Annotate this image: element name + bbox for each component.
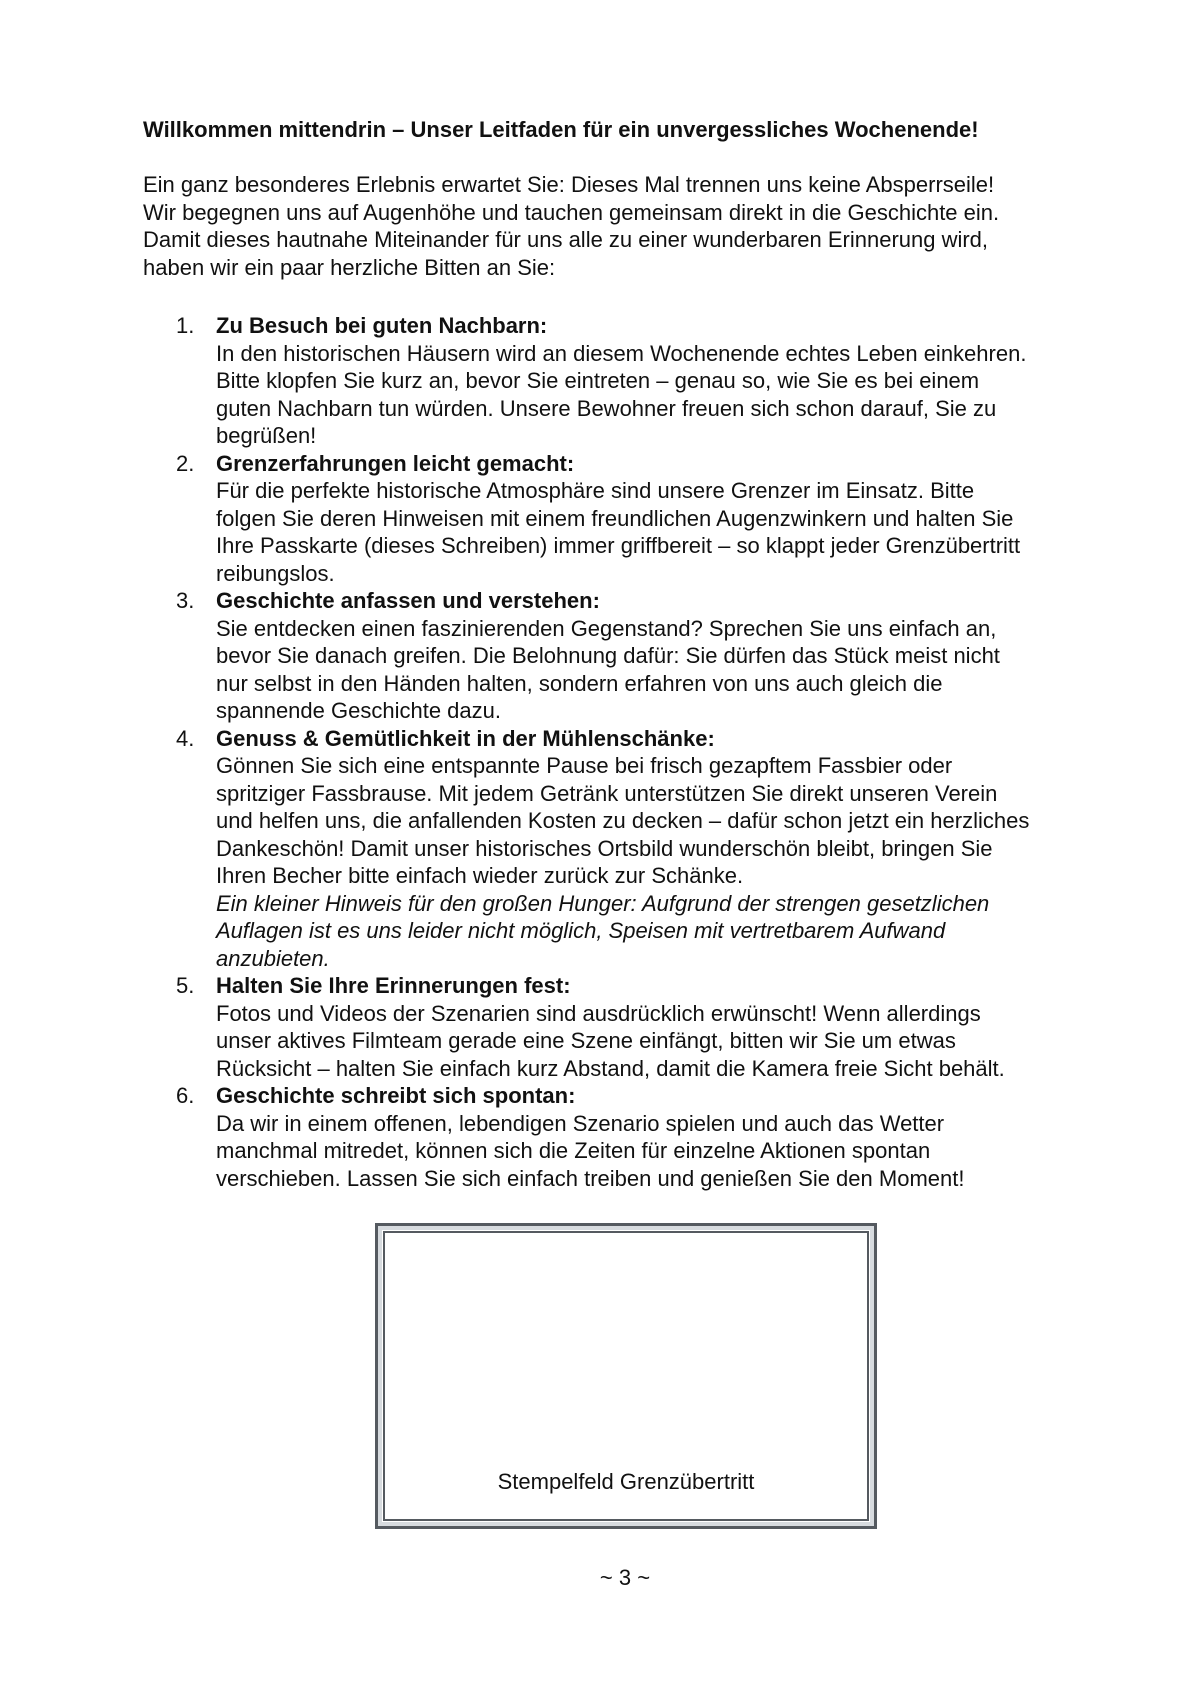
item-text-line: folgen Sie deren Hinweisen mit einem freundlichen Augenzwinkern und halten Sie [216, 505, 1014, 531]
item-text-line: reibungslos. [216, 560, 335, 586]
item-text-line: spannende Geschichte dazu. [216, 698, 501, 723]
guideline-item-4 [143, 725, 1143, 973]
item-number: 5. [176, 973, 195, 998]
item-text-line: unser aktives Filmteam gerade eine Szene einfängt, bitten wir Sie um etwas [216, 1028, 956, 1053]
intro-line: Ein ganz besonderes Erlebnis erwartet Sie: Dieses Mal trennen uns keine Absperrseile! [143, 172, 995, 197]
item-number: 4. [176, 725, 195, 751]
item-text-line: begrüßen! [216, 423, 317, 448]
item-number: 3. [176, 588, 195, 613]
item-text-line: Sie entdecken einen faszinierenden Gegenstand? Sprechen Sie uns einfach an, [216, 615, 997, 641]
item-number: 1. [176, 313, 195, 338]
item-text-line: Da wir in einem offenen, lebendigen Szenario spielen und auch das Wetter [216, 1110, 945, 1136]
item-text-line: Für die perfekte historische Atmosphäre sind unsere Grenzer im Einsatz. Bitte [216, 478, 975, 503]
item-text-line: guten Nachbarn tun würden. Unsere Bewohner freuen sich schon darauf, Sie zu [216, 395, 997, 421]
item-text-line: nur selbst in den Händen halten, sondern erfahren von uns auch gleich die [216, 670, 943, 696]
item-text-line: Ihre Passkarte (dieses Schreiben) immer griffbereit – so klappt jeder Grenzübertritt [216, 533, 1021, 558]
intro-line: Wir begegnen uns auf Augenhöhe und tauchen gemeinsam direkt in die Geschichte ein. [143, 199, 1000, 225]
item-text-line: spritziger Fassbrause. Mit jedem Getränk unterstützen Sie direkt unseren Verein [216, 780, 998, 806]
guideline-item-2 [143, 450, 1143, 588]
guideline-item-1 [143, 312, 1143, 450]
item-heading: Halten Sie Ihre Erinnerungen fest: [216, 973, 571, 998]
item-text-line: Ihren Becher bitte einfach wieder zurück zur Schänke. [216, 863, 744, 888]
intro-line: haben wir ein paar herzliche Bitten an Sie: [143, 254, 556, 280]
item-heading: Genuss & Gemütlichkeit in der Mühlenschänke: [216, 725, 715, 751]
intro-line: Damit dieses hautnahe Miteinander für uns alle zu einer wunderbaren Erinnerung wird, [143, 227, 989, 252]
item-heading: Grenzerfahrungen leicht gemacht: [216, 450, 575, 476]
item-text-line: Gönnen Sie sich eine entspannte Pause bei frisch gezapftem Fassbier oder [216, 753, 953, 778]
item-text-line: Fotos und Videos der Szenarien sind ausdrücklich erwünscht! Wenn allerdings [216, 1000, 981, 1026]
item-text-line: verschieben. Lassen Sie sich einfach treiben und genießen Sie den Moment! [216, 1165, 965, 1191]
item-text-line: bevor Sie danach greifen. Die Belohnung dafür: Sie dürfen das Stück meist nicht [216, 643, 1000, 668]
item-number: 6. [176, 1083, 195, 1108]
page-number: ~ 3 ~ [599, 1565, 651, 1590]
stamp-field-inner [383, 1231, 869, 1521]
item-heading: Geschichte schreibt sich spontan: [216, 1083, 576, 1108]
guideline-item-6 [143, 1082, 1143, 1192]
guideline-item-3 [143, 587, 1143, 725]
item-note-line: anzubieten. [216, 945, 330, 971]
item-note-line: Auflagen ist es uns leider nicht möglich, Speisen mit vertretbarem Aufwand [216, 918, 946, 943]
item-note-line: Ein kleiner Hinweis für den großen Hunger: Aufgrund der strengen gesetzlichen [216, 890, 990, 916]
item-number: 2. [176, 450, 195, 476]
item-text-line: Dankeschön! Damit unser historisches Ortsbild wunderschön bleibt, bringen Sie [216, 835, 993, 861]
item-heading: Zu Besuch bei guten Nachbarn: [216, 313, 548, 338]
item-text-line: Rücksicht – halten Sie einfach kurz Abstand, damit die Kamera freie Sicht behält. [216, 1055, 1005, 1081]
item-heading: Geschichte anfassen und verstehen: [216, 588, 600, 613]
stamp-field-box [375, 1223, 877, 1529]
guideline-list [143, 312, 1143, 1192]
page-title: Willkommen mittendrin – Unser Leitfaden für ein unvergessliches Wochenende! [143, 117, 979, 142]
intro-paragraph [143, 171, 1083, 281]
item-text-line: manchmal mitredet, können sich die Zeiten für einzelne Aktionen spontan [216, 1138, 931, 1163]
item-text-line: In den historischen Häusern wird an diesem Wochenende echtes Leben einkehren. [216, 340, 1027, 366]
guideline-item-5 [143, 972, 1143, 1082]
stamp-field-label: Stempelfeld Grenzübertritt [497, 1469, 755, 1494]
item-text-line: und helfen uns, die anfallenden Kosten zu decken – dafür schon jetzt ein herzliches [216, 808, 1030, 833]
item-text-line: Bitte klopfen Sie kurz an, bevor Sie eintreten – genau so, wie Sie es bei einem [216, 368, 980, 393]
